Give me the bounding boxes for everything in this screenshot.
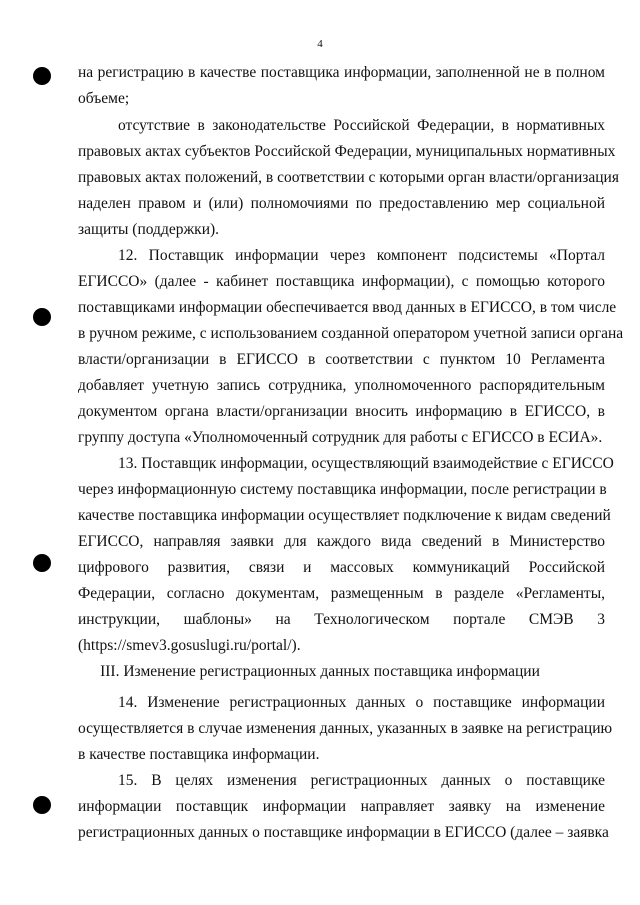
text-line: через информационную систему поставщика информации, после регистрации в [78, 481, 607, 498]
punch-hole-icon [33, 796, 51, 814]
text-line: наделен правом и (или) полномочиями по предоставлению мер социальной [78, 195, 605, 212]
punch-hole-icon [33, 308, 51, 326]
text-line: группу доступа «Уполномоченный сотрудник для работы с ЕГИССО в ЕСИА». [78, 429, 603, 446]
text-line: инструкции, шаблоны» на Технологическом портале СМЭВ 3 [78, 611, 605, 628]
text-line: 13. Поставщик информации, осуществляющий взаимодействие с ЕГИССО [118, 455, 614, 472]
text-line: власти/организации в ЕГИССО в соответствии с пунктом 10 Регламента [78, 351, 605, 368]
text-line: ЕГИССО, направляя заявки для каждого вида сведений в Министерство [78, 533, 605, 550]
text-line: правовых актах субъектов Российской Федерации, муниципальных нормативных [78, 143, 616, 160]
text-line: регистрационных данных о поставщике информации в ЕГИССО (далее – заявка [78, 824, 609, 841]
text-line: на регистрацию в качестве поставщика информации, заполненной не в полном [78, 64, 605, 81]
text-line: информации поставщик информации направляет заявку на изменение [78, 798, 605, 815]
page-number: 4 [317, 38, 323, 50]
text-line: (https://smev3.gosuslugi.ru/portal/). [78, 637, 301, 654]
text-line: поставщиками информации обеспечивается ввод данных в ЕГИССО, в том числе [78, 299, 617, 316]
text-line: качестве поставщика информации осуществляет подключение к видам сведений [78, 507, 611, 524]
text-line: документом органа власти/организации вносить информацию в ЕГИССО, в [78, 403, 605, 420]
punch-hole-icon [33, 554, 51, 572]
text-line: правовых актах положений, в соответствии с которыми орган власти/организация [78, 169, 619, 186]
section-heading: III. Изменение регистрационных данных поставщика информации [100, 663, 540, 680]
punch-hole-icon [33, 67, 51, 85]
text-line: 14. Изменение регистрационных данных о поставщике информации [118, 694, 605, 711]
text-line: объеме; [78, 90, 130, 107]
text-line: отсутствие в законодательстве Российской Федерации, в нормативных [118, 117, 605, 134]
text-line: в качестве поставщика информации. [78, 746, 320, 763]
text-line: осуществляется в случае изменения данных, указанных в заявке на регистрацию [78, 720, 613, 737]
text-line: 12. Поставщик информации через компонент подсистемы «Портал [118, 247, 605, 264]
text-line: ЕГИССО» (далее - кабинет поставщика информации), с помощью которого [78, 273, 605, 290]
text-line: 15. В целях изменения регистрационных данных о поставщике [118, 772, 605, 789]
text-line: цифрового развития, связи и массовых коммуникаций Российской [78, 559, 605, 576]
text-line: добавляет учетную запись сотрудника, уполномоченного распорядительным [78, 377, 605, 394]
text-line: Федерации, согласно документам, размещенным в разделе «Регламенты, [78, 585, 605, 602]
text-line: защиты (поддержки). [78, 221, 220, 238]
text-line: в ручном режиме, с использованием созданной оператором учетной записи органа [78, 325, 624, 342]
